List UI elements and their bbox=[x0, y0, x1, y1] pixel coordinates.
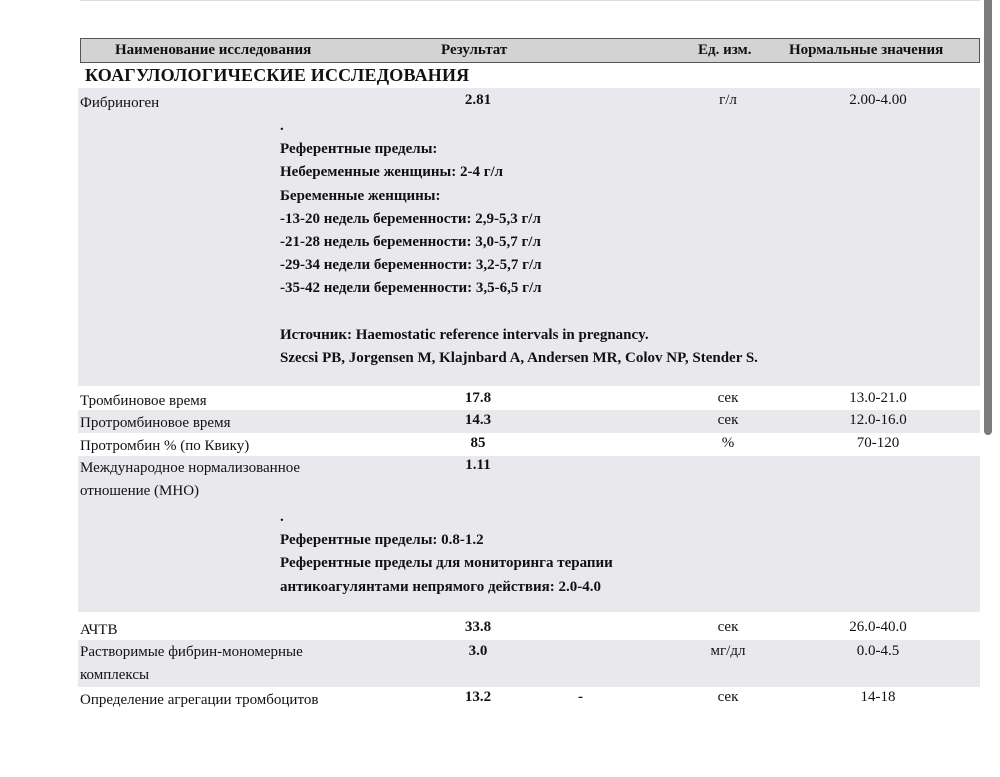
comment-line: Небеременные женщины: 2-4 г/л bbox=[280, 164, 504, 181]
table-row-inr bbox=[78, 456, 980, 612]
reference-comment bbox=[280, 115, 758, 370]
header-name: Наименование исследования bbox=[115, 42, 312, 58]
test-name: АЧТВ bbox=[80, 622, 118, 638]
comment-line: антикоагулянтами непрямого действия: 2.0-4.0 bbox=[280, 578, 601, 595]
test-result: 1.11 bbox=[465, 457, 491, 473]
test-result: 13.2 bbox=[464, 689, 492, 705]
test-result: 33.8 bbox=[464, 619, 492, 635]
comment-line: -35-42 недели беременности: 3,5-6,5 г/л bbox=[280, 280, 542, 297]
test-unit: % bbox=[721, 435, 735, 451]
test-name: Международное нормализованное отношение (МНО) bbox=[80, 460, 301, 499]
table-row-thrombin-time bbox=[78, 386, 980, 410]
comment-line: . bbox=[280, 118, 284, 134]
test-name: Протромбиновое время bbox=[80, 415, 231, 431]
section-title: КОАГУЛОЛОГИЧЕСКИЕ ИССЛЕДОВАНИЯ bbox=[85, 65, 470, 85]
test-norm: 14-18 bbox=[860, 689, 896, 705]
test-norm: 2.00-4.00 bbox=[849, 92, 907, 108]
test-norm: 0.0-4.5 bbox=[856, 643, 900, 659]
table-header bbox=[80, 38, 980, 63]
table-row-prothrombin-quick bbox=[78, 433, 980, 456]
table-row-aptt bbox=[78, 612, 980, 640]
test-result: 14.3 bbox=[464, 412, 492, 428]
comment-line: -21-28 недель беременности: 3,0-5,7 г/л bbox=[280, 233, 541, 250]
result-flag: - bbox=[578, 689, 583, 705]
test-norm: 12.0-16.0 bbox=[849, 412, 907, 428]
table-row-fibrinogen bbox=[78, 88, 980, 386]
comment-line: Беременные женщины: bbox=[280, 187, 441, 204]
reference-comment bbox=[280, 506, 613, 599]
table-row-sfmc bbox=[78, 640, 980, 687]
vertical-scrollbar[interactable] bbox=[982, 0, 994, 777]
comment-line: -29-34 недели беременности: 3,2-5,7 г/л bbox=[280, 257, 542, 274]
header-norm: Нормальные значения bbox=[789, 42, 944, 58]
test-result: 17.8 bbox=[464, 390, 492, 406]
test-result: 3.0 bbox=[468, 643, 488, 659]
test-name: Тромбиновое время bbox=[80, 393, 207, 409]
test-norm: 70-120 bbox=[856, 435, 900, 451]
comment-line: Источник: Haemostatic reference intervals in pregnancy. bbox=[280, 326, 649, 343]
table-row-platelet-aggregation bbox=[78, 687, 980, 711]
test-result: 2.81 bbox=[464, 92, 492, 108]
test-result: 85 bbox=[470, 435, 486, 451]
comment-line: Референтные пределы: bbox=[280, 141, 438, 158]
table-row-prothrombin-time bbox=[78, 410, 980, 433]
test-name: Протромбин % (по Квику) bbox=[80, 438, 250, 454]
comment-line: Szecsi PB, Jorgensen M, Klajnbard A, Andersen MR, Colov NP, Stender S. bbox=[280, 349, 758, 366]
test-unit: г/л bbox=[719, 92, 737, 108]
test-name: Определение агрегации тромбоцитов bbox=[80, 692, 319, 708]
scrollbar-thumb[interactable] bbox=[984, 0, 992, 435]
header-result: Результат bbox=[441, 42, 508, 58]
header-unit: Ед. изм. bbox=[698, 42, 752, 58]
test-norm: 26.0-40.0 bbox=[849, 619, 907, 635]
test-unit: мг/дл bbox=[710, 643, 746, 659]
test-name: Фибриноген bbox=[80, 95, 160, 111]
test-unit: сек bbox=[717, 689, 739, 705]
comment-line: Референтные пределы: 0.8-1.2 bbox=[280, 532, 484, 549]
comment-line: Референтные пределы для мониторинга терапии bbox=[280, 555, 613, 572]
comment-line bbox=[280, 301, 758, 324]
test-unit: сек bbox=[717, 390, 739, 406]
top-divider bbox=[80, 0, 980, 1]
test-name: Растворимые фибрин-мономерные комплексы bbox=[80, 644, 303, 683]
test-norm: 13.0-21.0 bbox=[849, 390, 907, 406]
test-unit: сек bbox=[717, 619, 739, 635]
comment-line: -13-20 недель беременности: 2,9-5,3 г/л bbox=[280, 210, 541, 227]
test-unit: сек bbox=[717, 412, 739, 428]
comment-line: . bbox=[280, 509, 284, 525]
